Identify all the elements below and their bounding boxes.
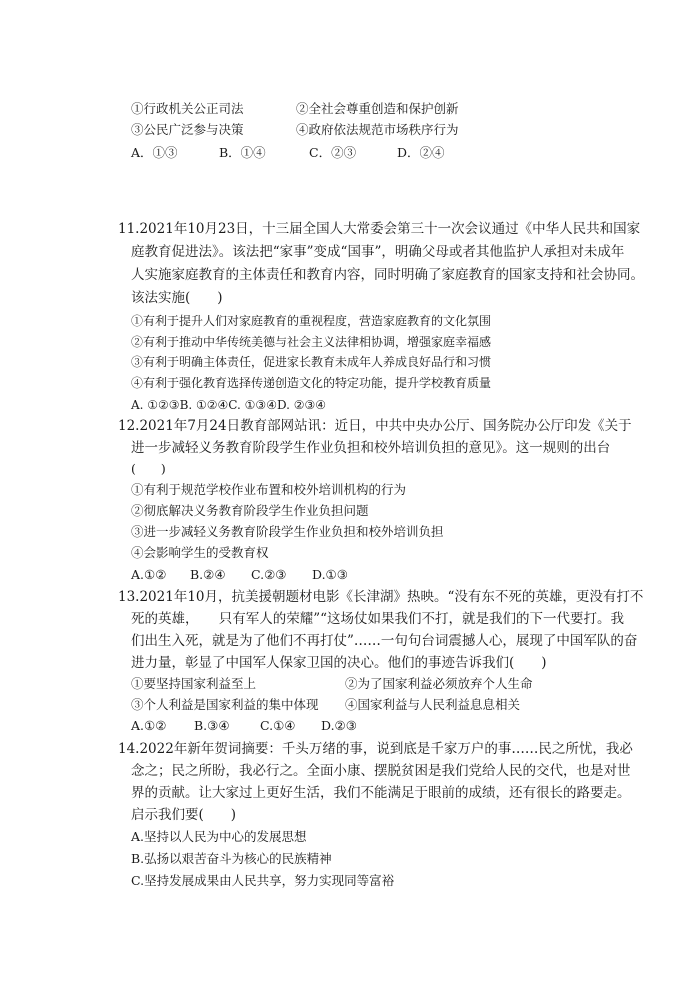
q12-option-1: ①有利于规范学校作业布置和校外培训机构的行为 [131, 482, 407, 497]
q11-stem-line-2: 庭教育促进法》。该法把“家事”变成“国事”，明确父母或者其他监护人承担对未成年 [131, 244, 625, 260]
q13-choice-b: B.③④ [194, 718, 230, 733]
q14-option-b: B.弘扬以艰苦奋斗为核心的民族精神 [131, 851, 332, 866]
q11-stem-line-1: 11.2021年10月23日，十三届全国人大常委会第三十一次会议通过《中华人民共和国家 [118, 221, 641, 237]
q14-option-a: A.坚持以人民为中心的发展思想 [131, 829, 307, 844]
q11-stem-line-4: 该法实施( ) [131, 290, 223, 306]
q13-choice-c: C.①④ [260, 718, 296, 733]
q13-option-2: ②为了国家利益必须放弃个人生命 [345, 676, 533, 691]
q14-stem-line-4: 启示我们要( ) [131, 807, 237, 823]
q14-stem-line-2: 念之；民之所盼，我必行之。全面小康、摆脱贫困是我们党给人民的交代，也是对世 [131, 763, 631, 779]
q13-option-3: ③个人利益是国家利益的集中体现 [131, 697, 319, 712]
q13-stem-line-4: 进力量，彰显了中国军人保家卫国的决心。他们的事迹告诉我们( ) [131, 655, 547, 671]
q10-choice-a: A．①③ [131, 145, 178, 160]
q10-option-3: ③公民广泛参与决策 [131, 122, 244, 137]
q14-stem-line-3: 界的贡献。让大家过上更好生活，我们不能满足于眼前的成绩，还有很长的路要走。 [131, 785, 631, 801]
q12-stem-line-2: 进一步减轻义务教育阶段学生作业负担和校外培训负担的意见》。这一规则的出台 [131, 440, 611, 456]
q12-choice-a: A.①② [131, 567, 167, 582]
q12-choice-b: B.②④ [190, 567, 226, 582]
q12-option-2: ②彻底解决义务教育阶段学生作业负担问题 [131, 503, 369, 518]
q11-option-4: ④有利于强化教育选择传递创造文化的特定功能，提升学校教育质量 [131, 376, 492, 390]
q11-option-3: ③有利于明确主体责任，促进家长教育未成年人养成良好品行和习惯 [131, 355, 492, 369]
q12-stem-line-1: 12.2021年7月24日教育部网站讯：近日，中共中央办公厅、国务院办公厅印发《关于 [118, 418, 632, 434]
q12-option-3: ③进一步减轻义务教育阶段学生作业负担和校外培训负担 [131, 524, 444, 539]
q12-option-4: ④会影响学生的受教育权 [131, 545, 269, 560]
q13-choice-d: D.②③ [321, 718, 357, 733]
q11-choices: A. ①②③B. ①②④C. ①③④D. ②③④ [131, 398, 327, 412]
q12-choice-c: C.②③ [251, 567, 287, 582]
q12-stem-line-3: ( ) [131, 461, 166, 476]
q10-option-2: ②全社会尊重创造和保护创新 [296, 101, 459, 116]
q11-option-2: ②有利于推动中华传统美德与社会主义法律相协调，增强家庭幸福感 [131, 335, 492, 349]
q12-choice-d: D.①③ [312, 567, 348, 582]
q10-choice-c: C．②③ [309, 145, 357, 160]
q13-stem-line-2: 死的英雄， 只有军人的荣耀”“这场仗如果我们不打，就是我们的下一代要打。我 [131, 611, 625, 627]
q10-choice-d: D．②④ [397, 145, 445, 160]
q13-stem-line-3: 们出生入死，就是为了他们不再打仗”……一句句台词震撼人心，展现了中国军队的奋 [131, 633, 638, 649]
q10-choice-b: B．①④ [219, 145, 266, 160]
q11-stem-line-3: 人实施家庭教育的主体责任和教育内容，同时明确了家庭教育的国家支持和社会协同。 [131, 267, 644, 283]
q13-option-4: ④国家利益与人民利益息息相关 [345, 697, 521, 712]
q10-option-4: ④政府依法规范市场秩序行为 [296, 122, 459, 137]
q13-choice-a: A.①② [131, 718, 167, 733]
q13-stem-line-1: 13.2021年10月，抗美援朝题材电影《长津湖》热映。“没有东不死的英雄，更没有打不 [118, 589, 644, 605]
q10-option-1: ①行政机关公正司法 [131, 101, 244, 116]
q13-option-1: ①要坚持国家利益至上 [131, 676, 257, 691]
q14-option-c: C.坚持发展成果由人民共享，努力实现同等富裕 [131, 873, 395, 888]
q11-option-1: ①有利于提升人们对家庭教育的重视程度，营造家庭教育的文化氛围 [131, 314, 492, 328]
q14-stem-line-1: 14.2022年新年贺词摘要：千头万绪的事，说到底是千家万户的事……民之所忧，我必 [118, 741, 633, 757]
